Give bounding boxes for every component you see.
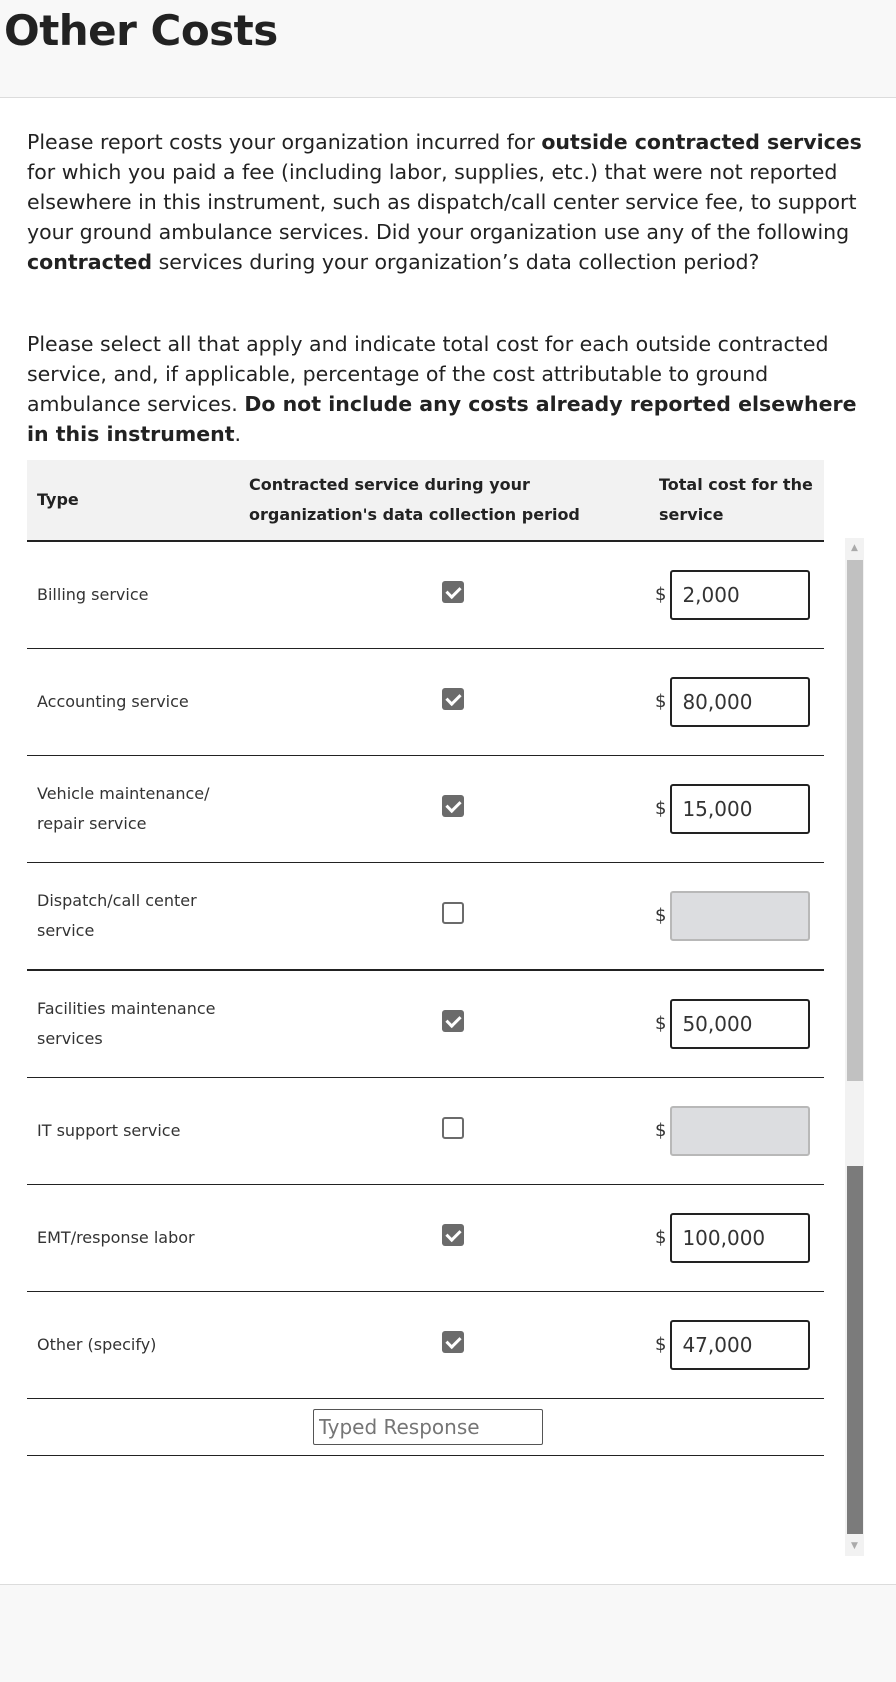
other-specify-checkbox[interactable] <box>442 1331 464 1353</box>
services-table-container <box>27 460 824 1462</box>
survey-content <box>0 98 896 1585</box>
instructions-text: for which you paid a fee (including labor, supplies, etc.) that were not reported elsewhere in this instrument, such as dispatch/call center service fee, to support your ground ambulance services. Did your organization use any of the following <box>27 160 857 244</box>
other-specify-input[interactable] <box>313 1409 543 1445</box>
cost-cell <box>647 863 824 971</box>
dispatch-call-center-service-cost-input[interactable] <box>670 891 810 941</box>
column-header-type: Type <box>27 460 237 541</box>
other-specify-row <box>27 1399 824 1456</box>
vehicle-maintenance-repair-service-checkbox[interactable] <box>442 795 464 817</box>
it-support-service-cost-input[interactable] <box>670 1106 810 1156</box>
table-row <box>27 863 824 971</box>
accounting-service-checkbox[interactable] <box>442 688 464 710</box>
table-row <box>27 1078 824 1185</box>
contracted-cell <box>237 756 647 863</box>
column-header-cost: Total cost for the service <box>647 460 824 541</box>
dollar-sign: $ <box>655 691 667 712</box>
scrollbar-thumb[interactable] <box>847 560 863 1081</box>
instructions-text: services during your organization’s data collection period? <box>152 250 760 274</box>
instructions-paragraph <box>27 127 862 277</box>
dollar-sign: $ <box>655 1120 667 1141</box>
table-row <box>27 756 824 863</box>
table-row <box>27 970 824 1078</box>
billing-service-cost-input[interactable] <box>670 570 810 620</box>
service-type-label: Vehicle maintenance/ repair service <box>27 756 237 863</box>
cost-cell <box>647 1292 824 1399</box>
contracted-cell <box>237 1185 647 1292</box>
other-specify-cost-input[interactable] <box>670 1320 810 1370</box>
table-row <box>27 1185 824 1292</box>
page-header <box>0 0 896 98</box>
instructions-emphasis: Do not include any costs already reported elsewhere in this instrument <box>27 392 857 446</box>
cost-cell <box>647 1078 824 1185</box>
emt-response-labor-cost-input[interactable] <box>670 1213 810 1263</box>
column-header-contracted: Contracted service during your organization's data collection period <box>237 460 647 541</box>
contracted-cell <box>237 1292 647 1399</box>
cost-cell <box>647 649 824 756</box>
table-row <box>27 649 824 756</box>
dollar-sign: $ <box>655 1013 667 1034</box>
scrollbar-track <box>847 1166 863 1534</box>
instructions-text: . <box>234 422 242 446</box>
vehicle-maintenance-repair-service-cost-input[interactable] <box>670 784 810 834</box>
dollar-sign: $ <box>655 905 667 926</box>
service-type-label: Dispatch/call center service <box>27 863 237 971</box>
table-row <box>27 541 824 649</box>
instructions-text: Please select all that apply and indicate total cost for each outside contracted service, and, if applicable, percentage of the cost attributable to ground ambulance services. <box>27 332 829 416</box>
instructions-emphasis: contracted <box>27 250 153 274</box>
instructions-text: Please report costs your organization incurred for <box>27 130 542 154</box>
service-type-label: Accounting service <box>27 649 237 756</box>
billing-service-checkbox[interactable] <box>442 581 464 603</box>
dispatch-call-center-service-checkbox[interactable] <box>442 902 464 924</box>
contracted-cell <box>237 1078 647 1185</box>
service-type-label: EMT/response labor <box>27 1185 237 1292</box>
scroll-up-arrow-icon[interactable]: ▲ <box>851 543 858 553</box>
dollar-sign: $ <box>655 584 667 605</box>
contracted-cell <box>237 863 647 971</box>
dollar-sign: $ <box>655 1334 667 1355</box>
table-row <box>27 1292 824 1399</box>
scroll-down-arrow-icon[interactable]: ▼ <box>851 1541 858 1551</box>
cost-cell <box>647 541 824 649</box>
contracted-cell <box>237 649 647 756</box>
dollar-sign: $ <box>655 798 667 819</box>
service-type-label: Billing service <box>27 541 237 649</box>
dollar-sign: $ <box>655 1227 667 1248</box>
accounting-service-cost-input[interactable] <box>670 677 810 727</box>
service-type-label: IT support service <box>27 1078 237 1185</box>
table-body <box>27 541 824 1456</box>
table-scrollbar[interactable] <box>845 538 864 1556</box>
service-type-label: Other (specify) <box>27 1292 237 1399</box>
instructions-emphasis: outside contracted services <box>541 130 862 154</box>
facilities-maintenance-services-cost-input[interactable] <box>670 999 810 1049</box>
page-footer <box>0 1585 896 1682</box>
other-specify-cell <box>27 1399 824 1456</box>
emt-response-labor-checkbox[interactable] <box>442 1224 464 1246</box>
facilities-maintenance-services-checkbox[interactable] <box>442 1010 464 1032</box>
cost-cell <box>647 970 824 1078</box>
selection-instructions <box>27 329 862 449</box>
it-support-service-checkbox[interactable] <box>442 1117 464 1139</box>
contracted-services-table <box>27 460 824 1456</box>
cost-cell <box>647 1185 824 1292</box>
contracted-cell <box>237 970 647 1078</box>
page-title: Other Costs <box>4 6 278 55</box>
table-header-row <box>27 460 824 541</box>
cost-cell <box>647 756 824 863</box>
contracted-cell <box>237 541 647 649</box>
service-type-label: Facilities maintenance services <box>27 970 237 1078</box>
